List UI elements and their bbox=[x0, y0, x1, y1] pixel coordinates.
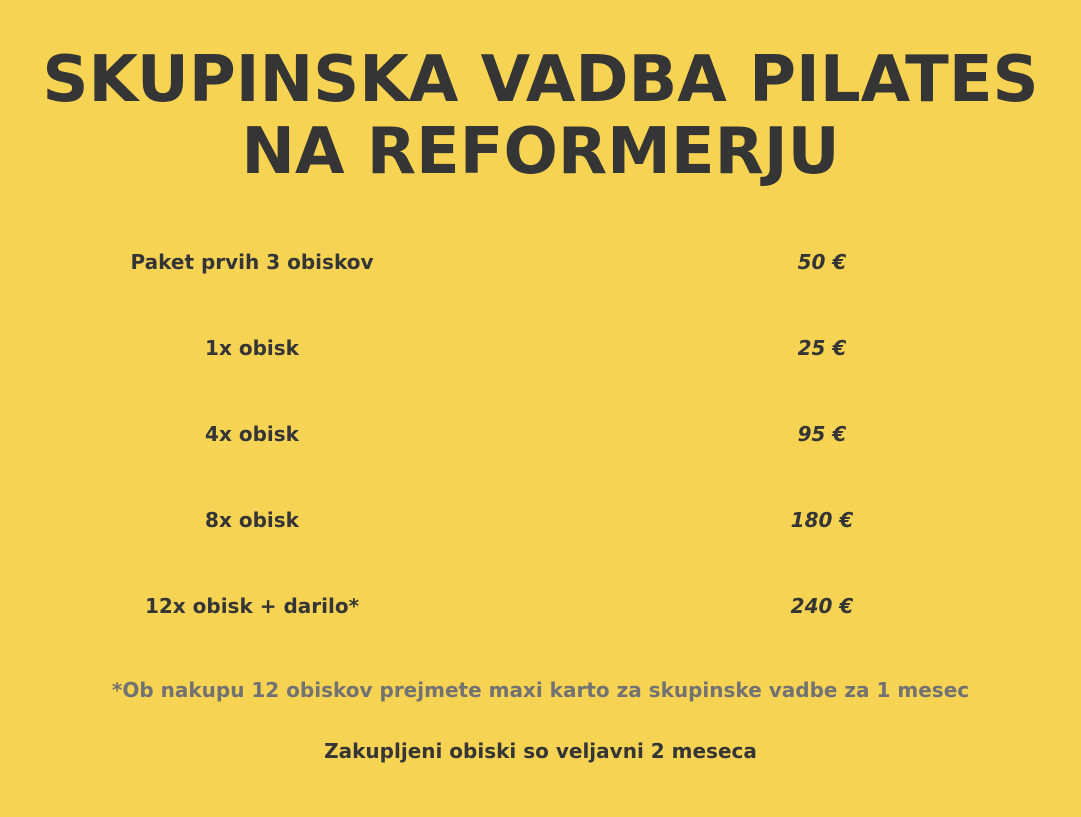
price-row-label: 4x obisk bbox=[205, 422, 299, 446]
page-title-line-1: SKUPINSKA VADBA PILATES bbox=[42, 43, 1039, 117]
price-row-price: 240 € bbox=[790, 594, 854, 618]
page-title-line-2: NA REFORMERJU bbox=[241, 115, 840, 189]
footnote: *Ob nakupu 12 obiskov prejmete maxi karto za skupinske vadbe za 1 mesec bbox=[111, 678, 970, 702]
price-row bbox=[0, 318, 1081, 404]
price-row-label: Paket prvih 3 obiskov bbox=[130, 250, 374, 274]
price-row-label: 1x obisk bbox=[205, 336, 299, 360]
price-row-price: 50 € bbox=[797, 250, 847, 274]
price-row-price: 180 € bbox=[790, 508, 854, 532]
validity-notice: Zakupljeni obiski so veljavni 2 meseca bbox=[324, 739, 757, 763]
price-row-price: 95 € bbox=[797, 422, 847, 446]
page-title bbox=[0, 44, 1081, 188]
price-row bbox=[0, 404, 1081, 490]
price-row bbox=[0, 232, 1081, 318]
price-row-price: 25 € bbox=[797, 336, 847, 360]
price-row-label: 12x obisk + darilo* bbox=[144, 594, 360, 618]
price-row bbox=[0, 490, 1081, 576]
price-list bbox=[0, 232, 1081, 662]
price-row-label: 8x obisk bbox=[205, 508, 299, 532]
price-row bbox=[0, 576, 1081, 662]
